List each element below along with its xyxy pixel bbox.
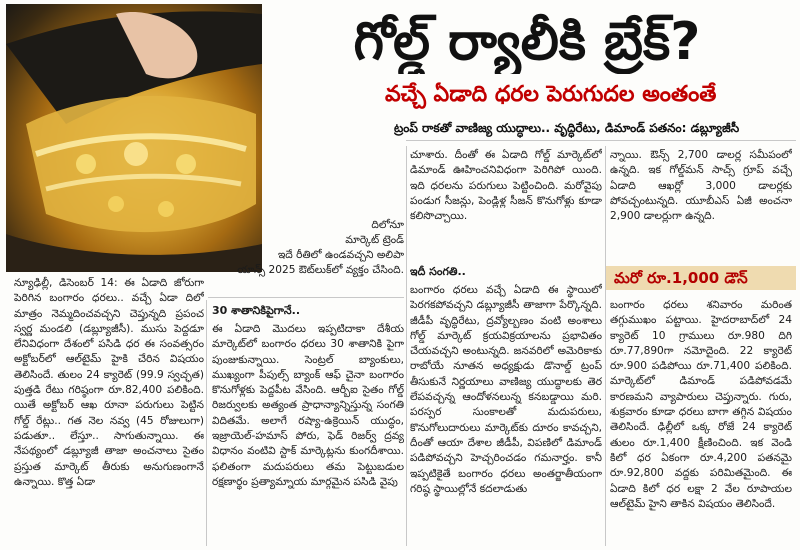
caption-line: మార్కెట్ ట్రెండ్ [345,234,404,246]
headline: గోల్డ్ ర్యాలీకి బ్రేక్? [353,12,701,72]
article-text: బంగారం ధరలు శనివారం మరింత తగ్గుముఖం పట్టాయి. హైదరాబాద్‌లో 24 క్యారెట్ 10 గ్రాములు రూ.980 దిగి రూ.77,890గా నమోదైంది. 22 క్యారెట్ రూ.900 పడిపోయి రూ.71,400 పలికింది. మార్కెట్‌లో డిమాండ్ పడిపోవడమే కారణమని వ్యాపారులు చెప్తున్నారు. గురు, శుక్రవారం కూడా ధరలు బాగా తగ్గిన విషయం తెలిసిందే. ఢిల్లీలో ఒక్క రోజే 24 క్యారెట్ తులం రూ.1,400 క్షీణించింది. ఇక వెండి కిలో ధర ఏకంగా రూ.4,200 పతనమై రూ.92,800 వద్దకు పరిమితమైంది. ఈ ఏడాది కిలో ధర లక్షా 2 వేల రూపాయల ఆల్‌టైమ్ హైని తాకిన విషయం తెలిసిందే. [610,299,792,510]
tagline: ట్రంప్ రాకతో వాణిజ్య యుద్ధాలు.. వృద్ధిరేటు, డిమాండ్ పతనం: డబ్ల్యూజీసీ [394,121,740,135]
divider [208,297,404,298]
column-rule [206,300,207,546]
column-rule [406,146,407,546]
subheadline: వచ్చే ఏడాది ధరల పెరుగుదల అంతంతే [385,82,717,107]
article-text: న్యూఢిల్లీ, డిసెంబర్ 14: ఈ ఏడాది జోరుగా పెరిగిన బంగారం ధరలు.. వచ్చే ఏడా దిలో మాత్రం నెమ్మదించవచ్చని చెప్తున్నది ప్రపంచ స్వర్ణ మండలి (డబ్ల్యూజీసీ). ముసు పెద్దడూ లేనివిధంగా దేశంలో పసిడి ధర ఈ సంవత్సరం అక్టోబర్‌లో ఆల్‌టైమ్ హైకి చేరిన విషయం తెలిసిందే. తులం 24 క్యారెట్ (99.9 స్వచ్ఛత) పుత్తడి రేటు గరిష్ఠంగా రూ.82,400 పలికింది. యితే అక్టోబర్ ఆఖ రూనా పరుగులు పెట్టిన గోల్డ్ రేట్లు.. గత నెల నవ్వ (45 రోజులుగా) పడుతూ.. లేస్తూ.. సాగుతున్నాయి. ఈ నేపథ్యంలో డబ్ల్యూజీ తాజా అంచనాలు సైతం ప్రస్తుత మార్కెట్ తీరుకు అనుగుణంగానే ఉన్నాయి. కొత్త ఏడా [14,277,204,488]
article-column-2 [212,322,404,546]
article-column-4-top [610,148,792,244]
column-rule [605,146,606,546]
article-column-3 [410,283,602,546]
sidebar-box-heading: మరో రూ.1,000 డౌన్ [606,266,796,290]
article-text: న్నాయి. ఔన్స్ 2,700 డాలర్ల సమీపంలో ఉన్నది. ఇక గోల్డ్‌మన్ సాచ్స్ గ్రూప్ వచ్చే ఏడాది ఆఖర్లో 3,000 డాలర్లకు పోవచ్చంటున్నది. యూబీఎస్ ఏజీ అంచనా 2,900 డాలర్లుగా ఉన్నది. [610,149,792,223]
article-column-1 [14,276,204,546]
article-text: ఈ ఏడాది మొదలు ఇప్పటిదాకా దేశీయ మార్కెట్‌లో బంగారం ధరలు 30 శాతానికి పైగా పుంజుకున్నాయి. సెంట్రల్ బ్యాంకులు, ముఖ్యంగా పీపుల్స్ బ్యాంక్ ఆఫ్ చైనా బంగారం కొనుగోళ్లకు పెద్దపీట వేసింది. ఆర్బీఐ సైతం గోల్డ్ రిజర్వులకు అత్యంత ప్రాధాన్యాన్నిస్తున్న సంగతి విదితమే. అలాగే రష్యా-ఉక్రెయిన్ యుద్ధం, ఇజ్రాయెల్-హమాస్ పోరు, ఫెడ్ రిజర్వ్ ద్రవ్య విధానం వంటివి స్టాక్ మార్కెట్లను కుంగదీశాయి. ఫలితంగా మదుపరులు తమ పెట్టుబడుల రక్షణార్థం ప్రత్యామ్నాయ మార్గమైన పసిడి వైపు [212,323,404,488]
article-text: బంగారం ధరలు వచ్చే ఏడాది ఈ స్థాయిలో పెరగకపోవచ్చని డబ్ల్యూజీసీ తాజాగా పేర్కొన్నది. జీడీపీ వృద్ధిరేటు, ద్రవ్యోల్బణం వంటి అంశాలు గోల్డ్ మార్కెట్ క్రయవిక్రయాలను ప్రభావితం చేయవచ్చని అంటున్నది. జనవరిలో అమెరికాకు రాబోయే నూతన అధ్యక్షుడు డొనాల్డ్ ట్రంప్ తీసుకునే నిర్ణయాలు వాణిజ్య యుద్ధాలకు తెర లేపవచ్చన్న ఆందోళనలున్న కనబడ్డాయి మరి. పరస్పర సుంకాలతో మదుపరులు, కొనుగోలుదారులు మార్కెట్‌కు దూరం కావచ్చని, దీంతో ఆయా దేశాల జీడీపీ, విపణిలో డిమాండ్ పడిపోవచ్చని హెచ్చరించడం గమనార్హం. కానీ ఇప్పటికైతే బంగారం ధరలు అంతర్జాతీయంగా గరిష్ఠ స్థాయిల్లోనే కదలాడుతు [410,284,602,495]
caption-line: దిలోనూ [371,219,404,231]
section-heading: ఇదీ సంగతి.. [410,265,466,278]
section-heading: 30 శాతానికిపైగానే.. [212,304,301,317]
photo-caption [208,218,404,278]
article-column-3-top [410,148,602,262]
caption-line: యాన్స్ 2025 ఔట్‌లుక్‌లో వ్యక్తం చేసింది. [237,264,404,276]
article-text: చూశారు. దీంతో ఈ ఏడాది గోల్డ్ మార్కెట్‌లో డిమాండ్ ఊహించనివిధంగా పెరిగిపో యింది. ఇది ధరలను పరుగులు పెట్టించింది. మరోవైపు పండుగ సీజన్లు, పెండ్లిళ్ల సీజన్ కొనుగోళ్లు కూడా కలిసొచ్చాయి. [410,149,602,223]
divider [406,140,796,141]
article-column-4 [610,298,792,546]
caption-line: ఇదే రీతిలో ఉండవచ్చని అలిపా [277,249,404,261]
